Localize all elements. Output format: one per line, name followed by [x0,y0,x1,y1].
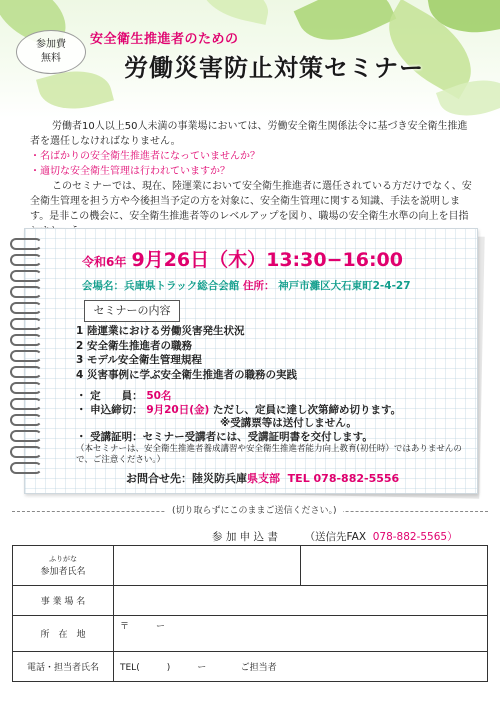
ring-icon [10,398,42,410]
ring-icon [10,286,42,298]
ring-icon [10,414,42,426]
deadline-note: ただし、定員に達し次第締め切ります。 [212,403,402,416]
company-field[interactable] [114,586,488,616]
name-field[interactable] [114,546,301,586]
cut-note: (切り取らずにこのままご送信ください。) [166,503,343,516]
ring-icon [10,318,42,330]
intro-paragraph-2: このセミナーでは、現在、陸運業において安全衛生推進者に選任されている方だけでなく、安全衛生管理を担う方や今後担当予定の方を対象に、安全衛生管理に関する知識、手法を説明します。是非この機会に、安全衛生推進者等のレベルアップを図り、職場の安全衛生水準の向上を目指 [30,181,472,222]
header-banner [0,0,500,118]
tel-field: TEL( ) ー [120,663,207,673]
contact-field[interactable] [114,652,488,682]
fax-label: （送信先FAX [304,531,367,543]
page-subtitle: 安全衛生推進者のための [90,32,239,47]
list-item: 3 モデル安全衛生管理規程 [76,354,202,366]
certificate-row: ・ 受講証明：セミナー受講者には、受講証明書を交付します。 [76,430,373,443]
ring-icon [10,254,42,266]
form-row-address [13,616,488,652]
deadline-value: 9月20日(金) [146,403,210,416]
badge-label: 参加費 [36,39,66,50]
inquiry-label: お問合せ先：陸災防兵庫 [126,472,247,485]
ring-icon [10,350,42,362]
free-badge [16,30,86,74]
postal-mark: 〒 ー [120,622,166,632]
seminar-footnote: （本セミナーは、安全衛生推進者養成講習や安全衛生推進者能力向上教育(初任時）ではありませんので、ご注意ください。） [76,444,462,465]
address-label: 住所： [242,280,275,292]
inquiry-contact [126,470,399,486]
capacity-row [76,390,466,404]
venue-address: 神戸市灘区大石東町2-4-27 [278,280,411,292]
event-era: 令和6年 [82,255,127,269]
ring-icon [10,334,42,346]
capacity-value: 50名 [146,390,172,402]
contact-label: 電話・担当者氏名 [13,652,114,682]
intro-question-2: ・適切な安全衛生管理は行われていますか？ [30,166,230,177]
fax-number: 078-882-5565） [372,531,458,543]
event-details [76,390,466,466]
spiral-binding [10,232,44,492]
page-title: 労働災害防止対策セミナー [124,54,424,82]
address-label-cell: 所 在 地 [13,616,114,652]
form-row-contact [13,652,488,682]
intro-question-1: ・名ばかりの安全衛生推進者になっていませんか？ [30,151,260,162]
name-label-cell [13,546,114,586]
contents-list [76,324,297,382]
application-form [12,545,488,682]
deadline-label: ・ 申込締切： [76,403,143,416]
ring-icon [10,430,42,442]
ring-icon [10,238,42,250]
form-row-name [13,546,488,586]
name-field-2[interactable] [300,546,487,586]
ring-icon [10,382,42,394]
form-row-company [13,586,488,616]
capacity-label: ・ 定 員： [76,390,143,402]
company-label: 事 業 場 名 [13,586,114,616]
list-item: 2 安全衛生推進者の職務 [76,339,192,352]
ring-icon [10,462,42,474]
ticket-note: ※受講票等は送付しません。 [220,417,357,429]
contact-person-label: ご担当者 [240,663,277,673]
ring-icon [10,270,42,282]
list-item: 1 陸運業における労働災害発生状況 [76,325,245,337]
intro-text [30,119,476,239]
name-label: 参加者氏名 [40,567,86,577]
ring-icon [10,302,42,314]
event-date-time: 9月26日（木）13:30−16:00 [131,249,403,271]
inquiry-phone: TEL 078-882-5556 [287,472,400,485]
leaf-decoration [197,0,273,25]
ring-icon [10,446,42,458]
badge-free-label: 無料 [41,53,61,64]
event-venue [82,278,411,293]
form-title: 参 加 申 込 書 [212,531,278,543]
ring-icon [10,366,42,378]
list-item: 4 災害事例に学ぶ安全衛生推進者の職務の実践 [76,368,297,381]
address-field[interactable] [114,616,488,652]
furigana-label: ふりがな [49,555,77,563]
intro-paragraph-1: 労働者10人以上50人未満の事業場においては、労働安全衛生関係法令に基づき安全衛生推進者を選任しなければなりません。 [30,121,468,147]
venue-name: 会場名：兵庫県トラック総合会館 [82,280,240,292]
deadline-row [76,404,466,418]
form-header [212,529,458,544]
event-date [82,245,403,272]
contents-tag: セミナーの内容 [84,300,180,322]
inquiry-branch: 県支部 [247,472,280,485]
